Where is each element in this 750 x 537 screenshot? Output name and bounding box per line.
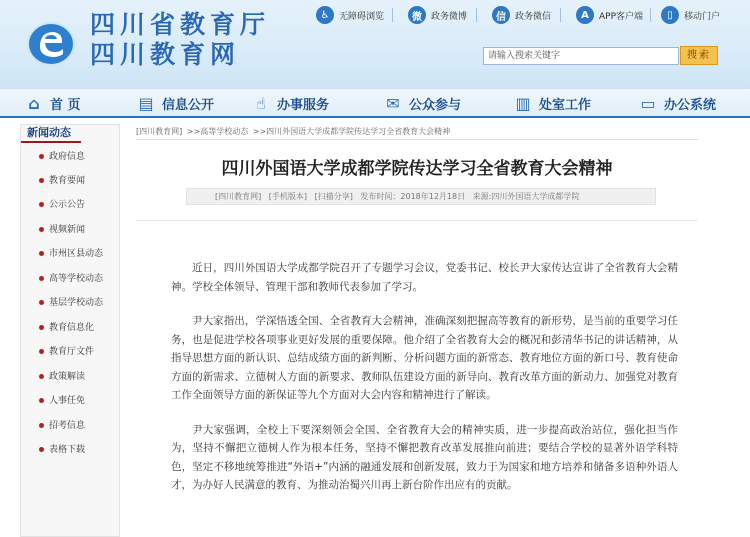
- nav-office-work[interactable]: ▥ 处室工作: [513, 89, 591, 117]
- bullet-icon: [39, 398, 44, 403]
- search-input[interactable]: 请输入搜索关键字: [483, 47, 679, 65]
- sidebar-item-personnel[interactable]: 人事任免: [21, 389, 119, 413]
- bullet-icon: [39, 447, 44, 452]
- bullet-icon: [39, 276, 44, 281]
- meta-date: 发布时间：2018年12月18日: [360, 192, 466, 201]
- sidebar-item-city-county[interactable]: 市州区县动态: [21, 242, 119, 266]
- site-name[interactable]: [90, 10, 270, 70]
- toplink-divider: [392, 8, 393, 22]
- article-title: 四川外国语大学成都学院传达学习全省教育大会精神: [221, 159, 613, 179]
- wechat-icon: 信: [492, 6, 510, 24]
- bullet-icon: [39, 202, 44, 207]
- sidebar-item-dept-documents[interactable]: 教育厅文件: [21, 340, 119, 364]
- sidebar-title: 新闻动态: [21, 125, 81, 143]
- hand-pointer-icon: ☝: [256, 93, 266, 113]
- sidebar-item-university[interactable]: 高等学校动态: [21, 267, 119, 291]
- monitor-icon: ▭: [640, 93, 656, 113]
- breadcrumb-category[interactable]: >>高等学校动态: [186, 127, 249, 136]
- breadcrumb-home[interactable]: [四川教育网]: [136, 127, 183, 136]
- nav-services[interactable]: ☝ 办事服务: [251, 89, 329, 117]
- sidebar-item-gov-info[interactable]: 政府信息: [21, 145, 119, 169]
- nav-info-disclosure[interactable]: ▤ 信息公开: [136, 89, 214, 117]
- sidebar-item-announcements[interactable]: 公示公告: [21, 193, 119, 217]
- weibo-icon: 微: [408, 6, 426, 24]
- toplink-divider: [650, 8, 651, 22]
- building-icon: ▥: [515, 93, 531, 113]
- bullet-icon: [39, 154, 44, 159]
- site-name-line1: 四川省教育厅: [90, 10, 271, 39]
- sidebar: [20, 124, 120, 537]
- bullet-icon: [39, 349, 44, 354]
- search-button[interactable]: 搜索: [680, 46, 718, 65]
- bullet-icon: [39, 423, 44, 428]
- sidebar-item-exams[interactable]: 招考信息: [21, 414, 119, 438]
- article-body: [136, 220, 698, 537]
- accessibility-icon: ♿: [316, 6, 334, 24]
- bullet-icon: [39, 300, 44, 305]
- site-name-line2: 四川教育网: [90, 40, 241, 69]
- chat-icon: ✉: [386, 93, 400, 113]
- toplink-app[interactable]: A APP客户端: [576, 4, 643, 26]
- sidebar-item-edu-informatization[interactable]: 教育信息化: [21, 316, 119, 340]
- sidebar-item-video-news[interactable]: 视频新闻: [21, 218, 119, 242]
- bullet-icon: [39, 251, 44, 256]
- site-header: [0, 0, 750, 88]
- bullet-icon: [39, 227, 44, 232]
- main-nav: [0, 88, 750, 118]
- sidebar-item-grassroots-school[interactable]: 基层学校动态: [21, 291, 119, 315]
- toplink-wechat[interactable]: 信 政务微信: [492, 4, 551, 26]
- sidebar-item-policy[interactable]: 政策解读: [21, 365, 119, 389]
- toplink-divider: [560, 8, 561, 22]
- bullet-icon: [39, 374, 44, 379]
- meta-share-link[interactable]: [扫描分享]: [314, 192, 353, 201]
- toplink-divider: [476, 8, 477, 22]
- breadcrumb-current[interactable]: >>四川外国语大学成都学院传达学习全省教育大会精神: [252, 127, 451, 136]
- meta-site-link[interactable]: [四川教育网]: [215, 192, 262, 201]
- site-logo-icon[interactable]: [26, 18, 76, 68]
- bullet-icon: [39, 178, 44, 183]
- main-content: [136, 120, 698, 537]
- meta-source: 来源:四川外国语大学成都学院: [472, 192, 580, 201]
- breadcrumb: [136, 124, 698, 140]
- toplink-mobile[interactable]: ▯ 移动门户: [661, 4, 720, 26]
- article-paragraph: 近日，四川外国语大学成都学院召开了专题学习会议，党委书记、校长尹大家传达宣讲了全省教育大会精神。学校全体领导、管理干部和教师代表参加了学习。: [171, 262, 678, 293]
- nav-public-participation[interactable]: ✉ 公众参与: [383, 89, 461, 117]
- sidebar-item-forms[interactable]: 表格下载: [21, 438, 119, 462]
- nav-home[interactable]: ⌂ 首 页: [24, 89, 81, 117]
- nav-office-system[interactable]: ▭ 办公系统: [638, 89, 716, 117]
- document-icon: ▤: [138, 93, 154, 113]
- toplink-accessibility[interactable]: ♿ 无障碍浏览: [316, 4, 384, 26]
- mobile-icon: ▯: [661, 6, 679, 24]
- sidebar-item-edu-news[interactable]: 教育要闻: [21, 169, 119, 193]
- meta-mobile-link[interactable]: [手机版本]: [268, 192, 308, 201]
- article-paragraph: 尹大家指出，学深悟透全国、全省教育大会精神，准确深刻把握高等教育的新形势，是当前的重要学习任务，也是促进学校各项事业更好发展的重要保障。他介绍了全省教育大会的概况和彭清华书记的讲话精神，从指导思想方面的新认识、总结成绩方面的新判断、分析问题方面的新常态、教育地位方面的新口号、教育使命方面的新需求、立德树人方面的新要求、教师队伍建设方面的新导向、教育改革方面的新动力、加强党对教育工作全面领导方面的新保证等九个方面对大会内容和精神进行了解读。: [171, 315, 678, 401]
- home-icon: ⌂: [28, 93, 40, 113]
- article-meta: [186, 188, 656, 205]
- bullet-icon: [39, 325, 44, 330]
- app-icon: A: [576, 6, 594, 24]
- toplink-weibo[interactable]: 微 政务微博: [408, 4, 467, 26]
- article-paragraph: 尹大家强调，全校上下要深刻领会全国、全省教育大会的精神实质，进一步提高政治站位，强化担当作为，坚持不懈把立德树人作为根本任务，坚持不懈把教育改革发展推向前进；要结合学校的显著外语学科特色，坚定不移地统筹推进“外语+”内涵的融通发展和创新发展，致力于为国家和地方培养和储备多语种外语人才，为办好人民满意的教育、为推动治蜀兴川再上新台阶作出应有的贡献。: [171, 423, 678, 491]
